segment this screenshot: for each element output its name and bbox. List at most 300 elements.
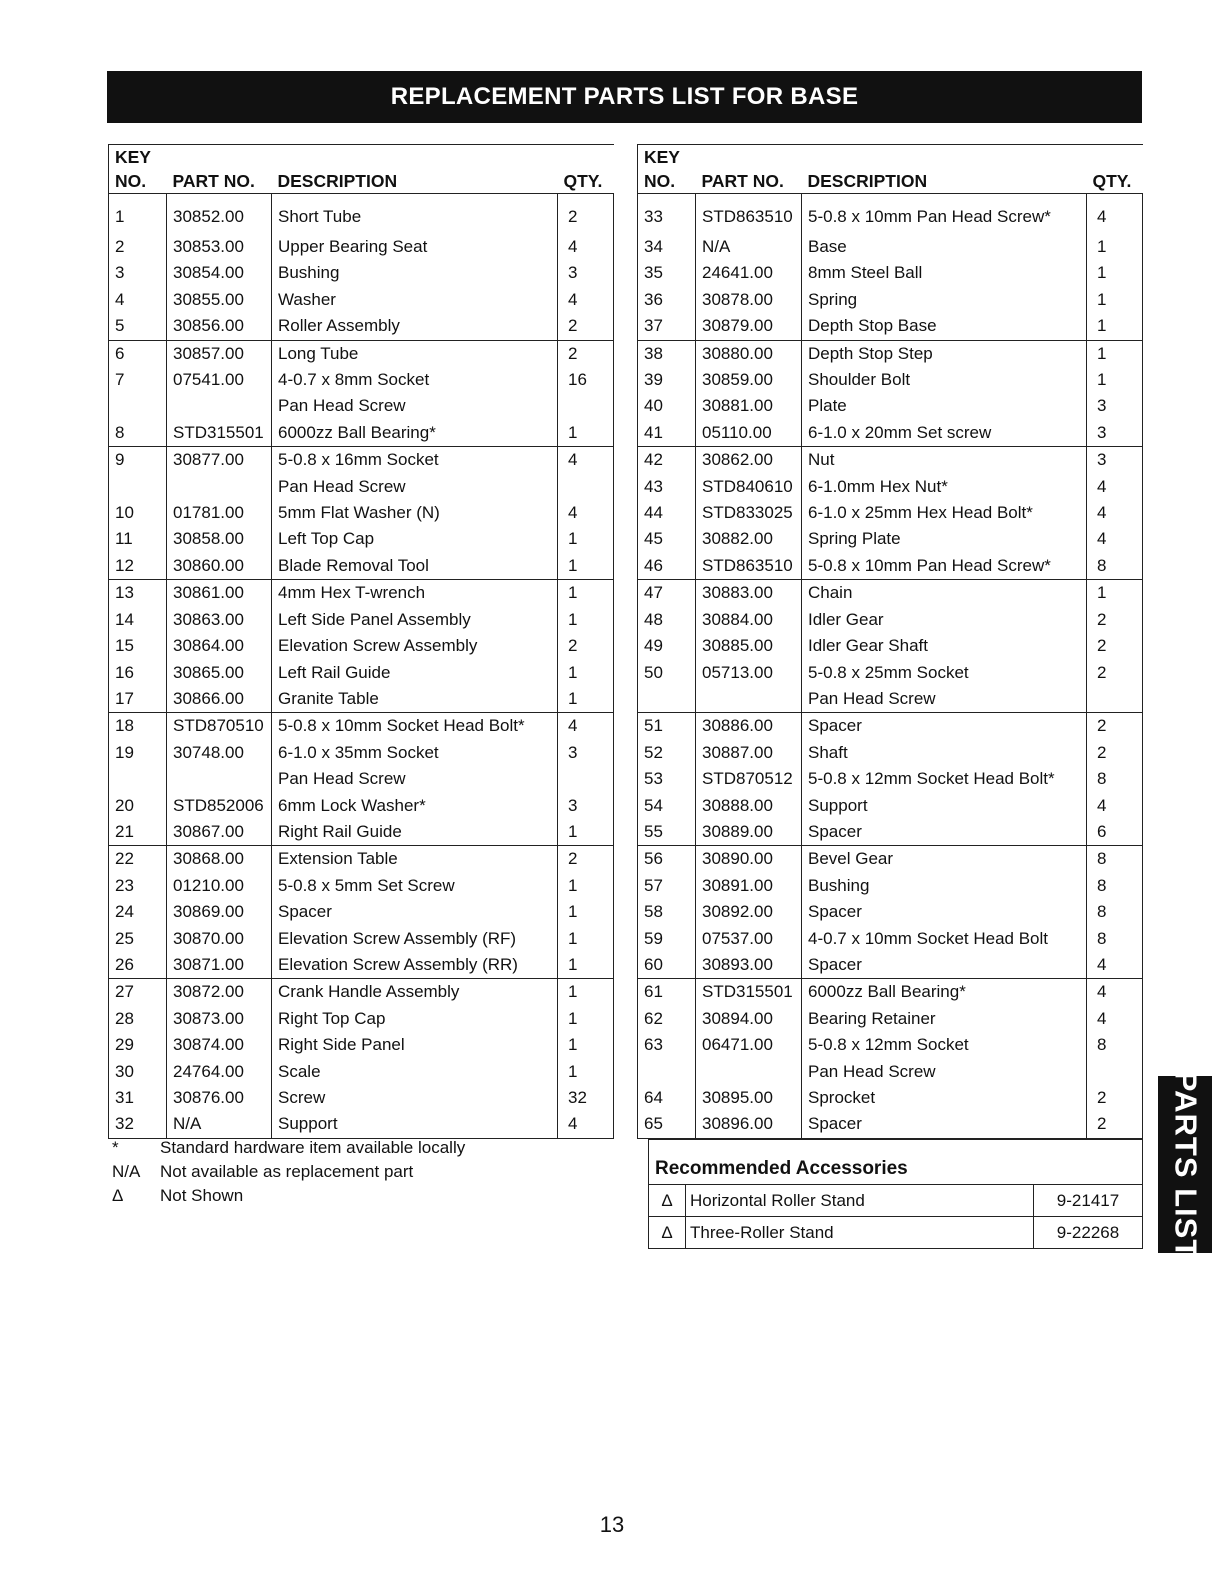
qty-cell: 1	[558, 686, 614, 713]
description-cell: Depth Stop Step	[802, 340, 1087, 367]
key-no-cell: 20	[115, 795, 134, 815]
description-cell: Spacer	[802, 713, 1087, 740]
part-no-cell: 30860.00	[167, 553, 272, 580]
qty-cell: 2	[1087, 633, 1143, 659]
description-cell: Bushing	[802, 873, 1087, 899]
table-row	[109, 260, 614, 286]
table-row	[638, 846, 1143, 873]
table-row	[109, 846, 614, 873]
table-header	[638, 145, 1143, 194]
qty-cell: 16	[558, 367, 614, 393]
table-row	[638, 340, 1143, 367]
part-no-cell: 30894.00	[696, 1006, 802, 1032]
part-no-cell: 30855.00	[167, 287, 272, 313]
table-row	[109, 952, 614, 979]
key-no-cell: 8	[115, 422, 125, 442]
accessory-number: 9-22268	[1034, 1217, 1143, 1249]
key-no-cell: 62	[644, 1008, 663, 1028]
table-row	[638, 1085, 1143, 1111]
description-cell: 4-0.7 x 10mm Socket Head Bolt	[802, 926, 1087, 952]
parts-table-right	[637, 144, 1143, 1139]
key-no-cell: 43	[644, 476, 663, 496]
table-row	[109, 474, 614, 500]
description-cell: Elevation Screw Assembly	[272, 633, 558, 659]
key-no-cell	[109, 393, 167, 419]
description-cell: Left Top Cap	[272, 526, 558, 552]
qty-cell: 4	[1087, 793, 1143, 819]
qty-cell: 1	[1087, 234, 1143, 260]
part-no-cell: 30883.00	[696, 580, 802, 607]
key-no-cell: 1	[115, 207, 125, 226]
key-no-cell: 39	[644, 370, 663, 390]
description-cell: Pan Head Screw	[802, 686, 1087, 713]
table-row	[638, 819, 1143, 846]
key-no-cell: 45	[644, 529, 663, 549]
part-no-cell: 01210.00	[167, 873, 272, 899]
qty-cell: 8	[1087, 846, 1143, 873]
description-cell: 6-1.0 x 25mm Hex Head Bolt*	[802, 500, 1087, 526]
qty-cell: 2	[558, 313, 614, 340]
table-row	[638, 447, 1143, 474]
description-cell: Extension Table	[272, 846, 558, 873]
table-row	[109, 899, 614, 925]
key-no-cell: 47	[638, 580, 696, 607]
description-cell: Crank Handle Assembly	[272, 979, 558, 1006]
description-cell: 5-0.8 x 25mm Socket	[802, 660, 1087, 686]
qty-cell: 4	[558, 500, 614, 526]
part-no-cell: 24641.00	[696, 260, 802, 286]
key-no-cell: 11	[115, 529, 133, 549]
key-no-cell: 29	[115, 1035, 134, 1055]
key-no-cell: 35	[644, 263, 663, 283]
header-part-no: PART NO.	[701, 171, 784, 191]
qty-cell: 2	[1087, 660, 1143, 686]
description-cell: 5-0.8 x 10mm Socket Head Bolt*	[272, 713, 558, 740]
part-no-cell: 30859.00	[696, 367, 802, 393]
description-cell: 5-0.8 x 12mm Socket Head Bolt*	[802, 766, 1087, 792]
table-row	[638, 420, 1143, 447]
table-row	[638, 526, 1143, 552]
key-no-cell: 49	[644, 636, 663, 656]
header-key-no: KEY NO.	[644, 147, 680, 191]
key-no-cell: 18	[109, 713, 167, 740]
description-cell: Right Rail Guide	[272, 819, 558, 846]
key-no-cell: 41	[644, 422, 663, 442]
part-no-cell: 30887.00	[696, 740, 802, 766]
qty-cell: 1	[1087, 313, 1143, 340]
table-row	[638, 553, 1143, 580]
header-part-no: PART NO.	[172, 171, 255, 191]
description-cell: Screw	[272, 1085, 558, 1111]
key-no-cell: 30	[115, 1061, 134, 1081]
qty-cell: 4	[1087, 952, 1143, 979]
part-no-cell	[696, 1059, 802, 1085]
key-no-cell	[638, 686, 696, 713]
header-key-no: KEY NO.	[115, 147, 151, 191]
part-no-cell: 05110.00	[696, 420, 802, 447]
description-cell: 5mm Flat Washer (N)	[272, 500, 558, 526]
key-no-cell: 34	[644, 237, 663, 256]
part-no-cell: 30856.00	[167, 313, 272, 340]
accessory-row	[649, 1217, 1142, 1249]
table-row	[638, 873, 1143, 899]
qty-cell: 4	[558, 1111, 614, 1138]
table-row	[638, 607, 1143, 633]
description-cell: Idler Gear Shaft	[802, 633, 1087, 659]
qty-cell: 2	[558, 846, 614, 873]
qty-cell: 1	[558, 660, 614, 686]
description-cell: Left Side Panel Assembly	[272, 607, 558, 633]
page-title: REPLACEMENT PARTS LIST FOR BASE	[390, 83, 859, 110]
key-no-cell: 48	[644, 609, 663, 629]
key-no-cell: 55	[644, 821, 663, 841]
part-no-cell: 01781.00	[167, 500, 272, 526]
accessory-row	[649, 1185, 1142, 1217]
qty-cell: 3	[1087, 393, 1143, 419]
table-row	[109, 873, 614, 899]
qty-cell: 1	[558, 1006, 614, 1032]
qty-cell	[558, 766, 614, 792]
part-no-cell	[167, 766, 272, 792]
part-no-cell: 30866.00	[167, 686, 272, 713]
table-row	[109, 1032, 614, 1058]
table-row	[638, 713, 1143, 740]
table-row	[638, 1059, 1143, 1085]
part-no-cell: 30874.00	[167, 1032, 272, 1058]
part-no-cell: 30881.00	[696, 393, 802, 419]
key-no-cell: 12	[115, 555, 134, 575]
table-row	[109, 793, 614, 819]
legend-item: N/A Not available as replacement part	[112, 1162, 414, 1181]
part-no-cell: 30880.00	[696, 340, 802, 367]
table-row	[109, 313, 614, 340]
qty-cell: 2	[1087, 607, 1143, 633]
qty-cell: 3	[558, 793, 614, 819]
key-no-cell: 23	[115, 875, 134, 895]
table-row	[109, 979, 614, 1006]
accessory-name: Horizontal Roller Stand	[690, 1190, 865, 1210]
part-no-cell: 30854.00	[167, 260, 272, 286]
key-no-cell	[638, 1059, 696, 1085]
part-no-cell: 30858.00	[167, 526, 272, 552]
key-no-cell: 44	[644, 503, 663, 523]
qty-cell: 2	[1087, 1085, 1143, 1111]
side-tab-label: PARTS LIST	[1168, 1070, 1204, 1259]
qty-cell: 8	[1087, 553, 1143, 580]
key-no-cell: 37	[644, 316, 663, 336]
recommended-accessories	[648, 1139, 1143, 1249]
part-no-cell: STD870510	[167, 713, 272, 740]
qty-cell: 2	[1087, 740, 1143, 766]
qty-cell: 32	[558, 1085, 614, 1111]
key-no-cell: 24	[115, 902, 134, 922]
part-no-cell: 30896.00	[696, 1111, 802, 1138]
legend-item: Δ Not Shown	[112, 1186, 244, 1205]
qty-cell: 1	[558, 580, 614, 607]
key-no-cell	[109, 766, 167, 792]
legend-item: * Standard hardware item available locally	[112, 1138, 466, 1157]
part-no-cell: N/A	[696, 234, 802, 260]
key-no-cell: 60	[644, 954, 663, 974]
table-row	[638, 474, 1143, 500]
key-no-cell: 50	[644, 662, 663, 682]
table-row	[109, 713, 614, 740]
qty-cell: 1	[558, 899, 614, 925]
qty-cell: 8	[1087, 1032, 1143, 1058]
description-cell: 5-0.8 x 16mm Socket	[272, 447, 558, 474]
table-row	[638, 287, 1143, 313]
parts-table-left	[108, 144, 614, 1139]
description-cell: Sprocket	[802, 1085, 1087, 1111]
description-cell: Long Tube	[272, 340, 558, 367]
part-no-cell: 30857.00	[167, 340, 272, 367]
table-row	[109, 819, 614, 846]
description-cell: 6-1.0mm Hex Nut*	[802, 474, 1087, 500]
table-row	[109, 633, 614, 659]
key-no-cell: 51	[638, 713, 696, 740]
accessory-number: 9-21417	[1034, 1185, 1143, 1217]
qty-cell: 4	[1087, 526, 1143, 552]
key-no-cell: 33	[644, 207, 663, 226]
part-no-cell: 30879.00	[696, 313, 802, 340]
qty-cell: 4	[558, 447, 614, 474]
qty-cell: 1	[1087, 580, 1143, 607]
description-cell: Spring	[802, 287, 1087, 313]
description-cell: 5-0.8 x 5mm Set Screw	[272, 873, 558, 899]
table-row	[638, 393, 1143, 419]
description-cell: Short Tube	[272, 194, 558, 235]
key-no-cell: 57	[644, 875, 663, 895]
table-row	[638, 234, 1143, 260]
key-no-cell: 52	[644, 742, 663, 762]
table-row	[638, 899, 1143, 925]
description-cell: Support	[802, 793, 1087, 819]
part-no-cell	[167, 474, 272, 500]
table-row	[638, 1111, 1143, 1138]
description-cell: 8mm Steel Ball	[802, 260, 1087, 286]
part-no-cell: 30873.00	[167, 1006, 272, 1032]
page-title-banner	[107, 71, 1142, 123]
key-no-cell: 32	[115, 1114, 134, 1134]
qty-cell: 4	[1087, 979, 1143, 1006]
part-no-cell: 30885.00	[696, 633, 802, 659]
table-row	[109, 1006, 614, 1032]
key-no-cell: 21	[115, 821, 134, 841]
table-row	[109, 660, 614, 686]
key-no-cell: 9	[109, 447, 167, 474]
table-row	[638, 766, 1143, 792]
description-cell: Bearing Retainer	[802, 1006, 1087, 1032]
key-no-cell: 54	[644, 795, 663, 815]
description-cell: Spacer	[802, 819, 1087, 846]
table-row	[638, 500, 1143, 526]
header-qty: QTY.	[563, 171, 603, 191]
part-no-cell: 30864.00	[167, 633, 272, 659]
key-no-cell: 53	[644, 769, 663, 789]
description-cell: Elevation Screw Assembly (RF)	[272, 926, 558, 952]
part-no-cell: 30895.00	[696, 1085, 802, 1111]
key-no-cell: 19	[115, 742, 134, 762]
part-no-cell: 30862.00	[696, 447, 802, 474]
not-shown-symbol: Δ	[649, 1217, 686, 1249]
part-no-cell: STD840610	[696, 474, 802, 500]
qty-cell: 2	[1087, 713, 1143, 740]
qty-cell: 3	[1087, 420, 1143, 447]
description-cell: Pan Head Screw	[272, 393, 558, 419]
description-cell: Roller Assembly	[272, 313, 558, 340]
description-cell: Blade Removal Tool	[272, 553, 558, 580]
description-cell: Pan Head Screw	[272, 474, 558, 500]
key-no-cell: 58	[644, 902, 663, 922]
key-no-cell: 40	[644, 396, 663, 416]
part-no-cell: 30876.00	[167, 1085, 272, 1111]
table-row	[638, 926, 1143, 952]
table-row	[638, 740, 1143, 766]
table-row	[638, 260, 1143, 286]
table-row	[109, 420, 614, 447]
qty-cell: 1	[558, 926, 614, 952]
key-no-cell	[109, 474, 167, 500]
qty-cell: 2	[558, 633, 614, 659]
section-side-tab	[1158, 1070, 1212, 1259]
description-cell: 6mm Lock Washer*	[272, 793, 558, 819]
qty-cell: 2	[1087, 1111, 1143, 1138]
part-no-cell: 30889.00	[696, 819, 802, 846]
key-no-cell: 42	[638, 447, 696, 474]
description-cell: Bushing	[272, 260, 558, 286]
not-shown-symbol: Δ	[649, 1185, 686, 1217]
description-cell: Elevation Screw Assembly (RR)	[272, 952, 558, 979]
description-cell: 5-0.8 x 10mm Pan Head Screw*	[802, 553, 1087, 580]
qty-cell	[1087, 686, 1143, 713]
qty-cell: 1	[558, 1032, 614, 1058]
description-cell: Spacer	[272, 899, 558, 925]
key-no-cell: 2	[115, 237, 125, 256]
table-row	[109, 740, 614, 766]
key-no-cell: 28	[115, 1008, 134, 1028]
qty-cell: 4	[558, 713, 614, 740]
part-no-cell: 24764.00	[167, 1059, 272, 1085]
table-row	[638, 1006, 1143, 1032]
part-no-cell	[167, 393, 272, 419]
part-no-cell: 30878.00	[696, 287, 802, 313]
part-no-cell: 30891.00	[696, 873, 802, 899]
description-cell: 6000zz Ball Bearing*	[802, 979, 1087, 1006]
part-no-cell: 30863.00	[167, 607, 272, 633]
qty-cell: 4	[1087, 194, 1143, 235]
qty-cell: 2	[558, 194, 614, 235]
table-row	[109, 1111, 614, 1138]
description-cell: Chain	[802, 580, 1087, 607]
table-row	[109, 367, 614, 393]
description-cell: Depth Stop Base	[802, 313, 1087, 340]
key-no-cell: 17	[115, 688, 134, 708]
key-no-cell: 16	[115, 662, 134, 682]
key-no-cell: 61	[638, 979, 696, 1006]
key-no-cell: 26	[115, 954, 134, 974]
part-no-cell: STD315501	[167, 420, 272, 447]
table-body	[109, 194, 614, 1139]
qty-cell: 8	[1087, 766, 1143, 792]
qty-cell: 1	[1087, 367, 1143, 393]
table-row	[109, 766, 614, 792]
part-no-cell: 30892.00	[696, 899, 802, 925]
key-no-cell: 65	[644, 1114, 663, 1134]
table-row	[109, 686, 614, 713]
header-qty: QTY.	[1092, 171, 1132, 191]
part-no-cell: 30872.00	[167, 979, 272, 1006]
description-cell: Bevel Gear	[802, 846, 1087, 873]
header-description: DESCRIPTION	[277, 171, 398, 191]
table-row	[638, 686, 1143, 713]
qty-cell: 1	[558, 979, 614, 1006]
key-no-cell: 38	[638, 340, 696, 367]
key-no-cell: 15	[115, 636, 134, 656]
table-row	[638, 660, 1143, 686]
key-no-cell: 3	[115, 263, 125, 283]
table-body	[638, 194, 1143, 1139]
part-no-cell: 30888.00	[696, 793, 802, 819]
qty-cell: 4	[1087, 474, 1143, 500]
part-no-cell	[696, 686, 802, 713]
qty-cell: 1	[558, 1059, 614, 1085]
key-no-cell: 22	[109, 846, 167, 873]
table-row	[109, 553, 614, 580]
part-no-cell: 30870.00	[167, 926, 272, 952]
description-cell: Scale	[272, 1059, 558, 1085]
qty-cell: 8	[1087, 899, 1143, 925]
table-row	[638, 194, 1143, 235]
part-no-cell: 30867.00	[167, 819, 272, 846]
qty-cell: 1	[1087, 340, 1143, 367]
part-no-cell: 30890.00	[696, 846, 802, 873]
description-cell: Idler Gear	[802, 607, 1087, 633]
part-no-cell: 30861.00	[167, 580, 272, 607]
description-cell: 5-0.8 x 12mm Socket	[802, 1032, 1087, 1058]
description-cell: Pan Head Screw	[802, 1059, 1087, 1085]
qty-cell	[558, 393, 614, 419]
key-no-cell: 4	[115, 289, 125, 309]
part-no-cell: 30868.00	[167, 846, 272, 873]
description-cell: Right Top Cap	[272, 1006, 558, 1032]
description-cell: Spacer	[802, 899, 1087, 925]
key-no-cell: 25	[115, 928, 134, 948]
key-no-cell: 36	[644, 289, 663, 309]
qty-cell: 4	[558, 234, 614, 260]
description-cell: Support	[272, 1111, 558, 1138]
part-no-cell: 30884.00	[696, 607, 802, 633]
qty-cell: 2	[558, 340, 614, 367]
part-no-cell: STD863510	[696, 194, 802, 235]
part-no-cell: 30852.00	[167, 194, 272, 235]
key-no-cell: 46	[644, 555, 663, 575]
part-no-cell: 06471.00	[696, 1032, 802, 1058]
table-row	[638, 313, 1143, 340]
key-no-cell: 63	[644, 1035, 663, 1055]
qty-cell: 1	[558, 819, 614, 846]
part-no-cell: 30853.00	[167, 234, 272, 260]
qty-cell: 4	[1087, 500, 1143, 526]
key-no-cell: 64	[644, 1088, 663, 1107]
qty-cell: 1	[558, 607, 614, 633]
part-no-cell: 30877.00	[167, 447, 272, 474]
part-no-cell: 30893.00	[696, 952, 802, 979]
description-cell: Spring Plate	[802, 526, 1087, 552]
page-number: 13	[599, 1512, 625, 1537]
qty-cell	[558, 474, 614, 500]
table-row	[638, 979, 1143, 1006]
part-no-cell: 30882.00	[696, 526, 802, 552]
